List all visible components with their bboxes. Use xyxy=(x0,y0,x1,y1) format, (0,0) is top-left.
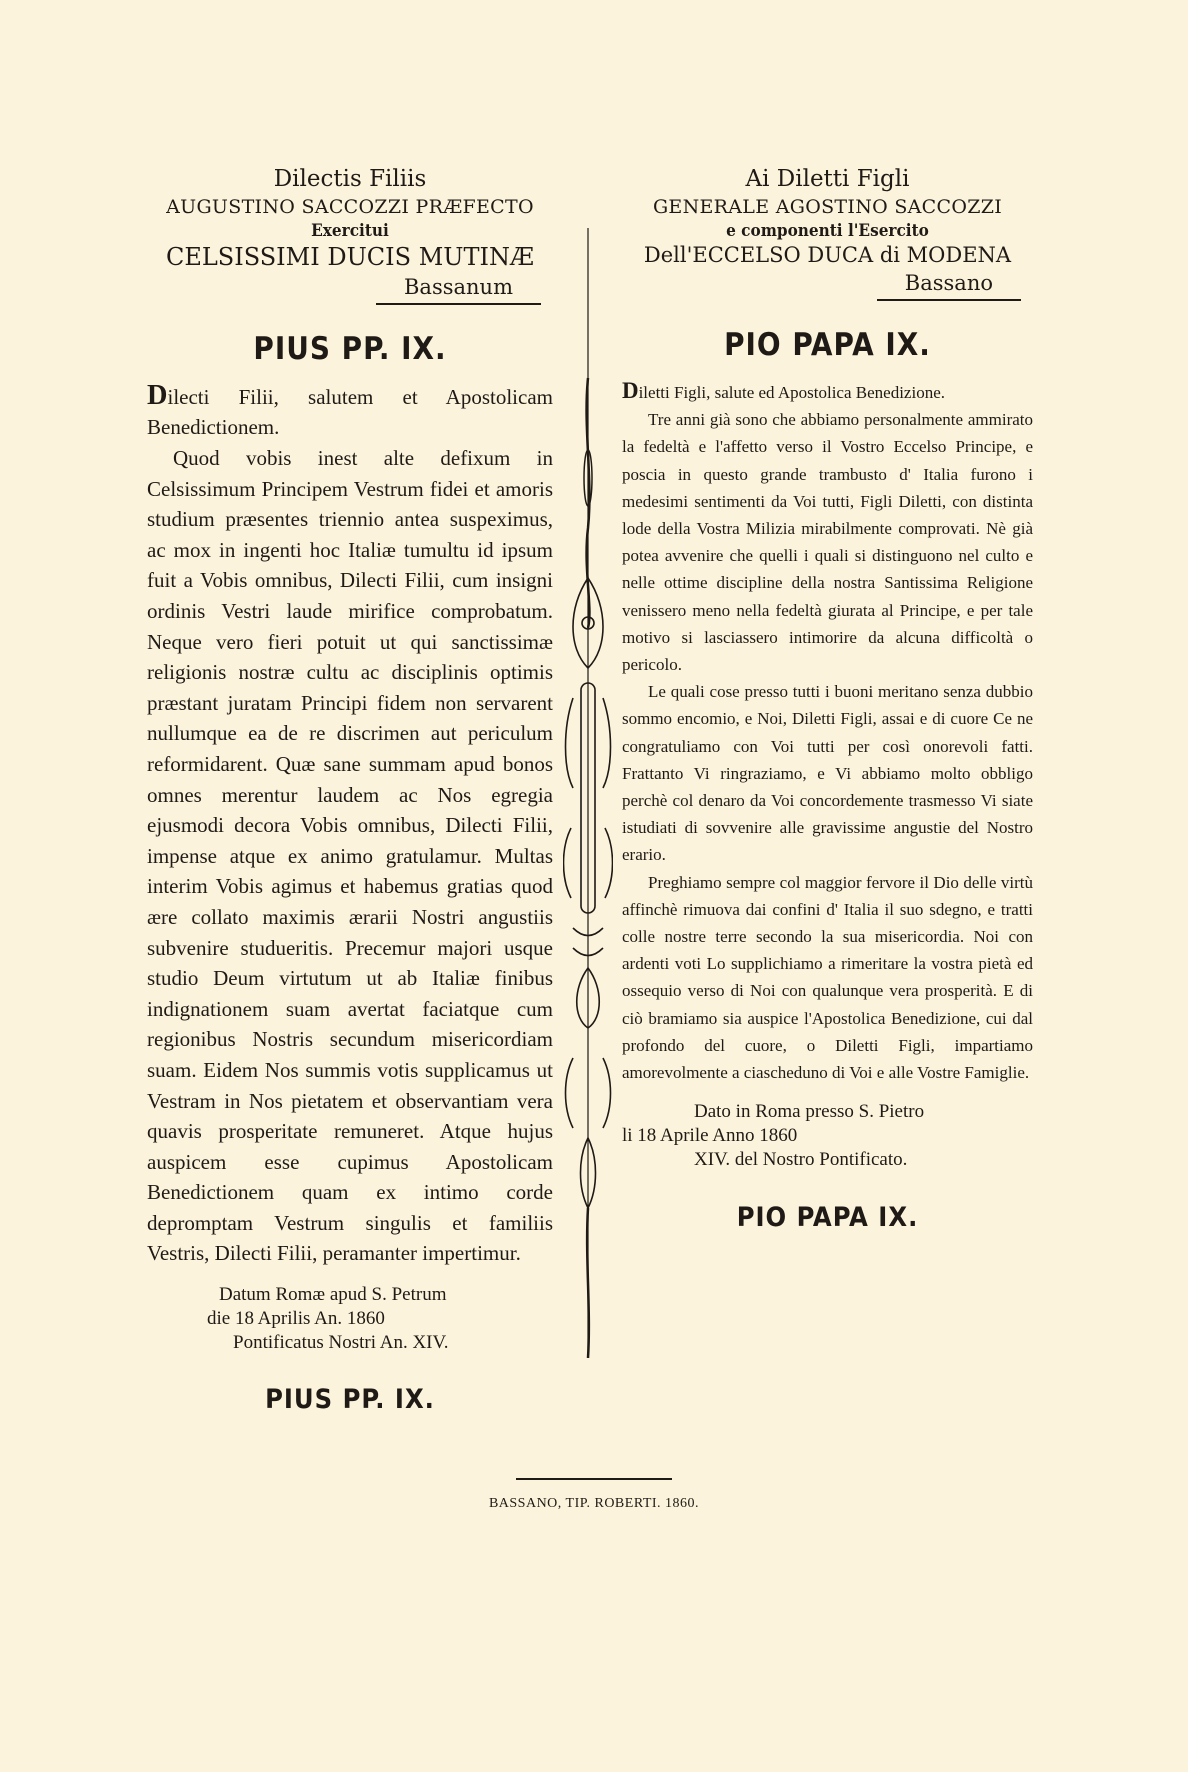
italian-signature: PIO PAPA IX. xyxy=(736,1201,919,1233)
italian-date-line3: XIV. del Nostro Pontificato. xyxy=(694,1148,908,1170)
printer-imprint: BASSANO, TIP. ROBERTI. 1860. xyxy=(488,1496,700,1511)
italian-date xyxy=(622,1100,1033,1171)
latin-address-line2: AUGUSTINO SACCOZZI PRÆFECTO xyxy=(166,195,534,218)
footer-rule xyxy=(516,1478,672,1480)
italian-address-line2: GENERALE AGOSTINO SACCOZZI xyxy=(652,195,1003,218)
latin-address-line3: Exercitui xyxy=(311,220,389,241)
latin-address xyxy=(147,165,553,273)
italian-drop-cap: D xyxy=(622,377,639,403)
italian-body xyxy=(622,377,1033,1086)
latin-date-line1: Datum Romæ apud S. Petrum xyxy=(219,1284,447,1306)
latin-address-line4: CELSISSIMI DUCIS MUTINÆ xyxy=(165,242,535,271)
latin-drop-cap: D xyxy=(147,379,168,411)
latin-date xyxy=(147,1283,553,1354)
latin-body xyxy=(147,381,553,1269)
latin-date-line2: die 18 Aprilis An. 1860 xyxy=(207,1307,385,1329)
latin-paragraph: Quod vobis inest alte defixum in Celsissimum Principem Vestrum fidei et amoris studium præsentes triennio antea suspeximus, ac mox in ingenti hoc Italiæ tumultu id ipsum fuit a Vobis omnibus, Dilecti Filii, cum insigni ordinis Vestri laude mirifice comprobatum. Neque vero fieri potuit ut qui sanctissimæ religionis nostræ cultu ac disciplinis optimis præstant juratam Principi fidem non servarent nullumque ea de re discrimen aut periculum reformidarent. Quæ sane summam apud bonos omnes merentur laudem ac Nos egregia ejusmodi decora Vobis omnibus, Dilecti Filii, impense atque ex animo gratulamur. Multas interim Vobis agimus et habemus gratias quod ære collato maximis ærarii Nostri angustiis subvenire studueritis. Precemur majori usque studio Deum virtutum ut ab Italiæ finibus indignationem suam avertat faciatque cum regionibus Nostris secundum misericordiam suam. Eidem Nos summis votis supplicamus ut Vestram in Nos pietatem et observantiam vera quavis prosperitate remuneret. Atque hujus auspicem esse cupimus Apostolicam Benedictionem quam ex intimo corde depromptam Vestrum singulis et familiis Vestris, Dilecti Filii, peramanter impertimur. xyxy=(147,446,553,1266)
italian-paragraph: Tre anni già sono che abbiamo personalmente ammirato la fedeltà e l'affetto verso il Vostro Eccelso Principe, e poscia in questo grande trambusto d' Italia furono i medesimi sentimenti da Voi tutti, Figli Diletti, con distinta lode della Vostra Milizia mirabilmente comprovati. Nè già potea avvenire che quelli i quali si distinguono nel culto e nelle ottime discipline della nostra Santissima Religione venissero meno nella fedeltà giurata al Principe, e per tale motivo si lasciassero intimorire da alcuna difficoltà o pericolo. xyxy=(622,410,1033,674)
latin-signature: PIUS PP. IX. xyxy=(265,1384,435,1416)
italian-address-line4: Dell'ECCELSO DUCA di MODENA xyxy=(643,242,1012,267)
italian-pope-title: PIO PAPA IX. xyxy=(724,326,931,363)
latin-place: Bassanum xyxy=(376,275,541,305)
ornamental-divider-icon xyxy=(563,228,613,1358)
italian-paragraph: Le quali cose presso tutti i buoni meritano senza dubbio sommo encomio, e Noi, Diletti Figli, assai e di cuore Ce ne congratuliamo con Voi tutti per così onorevoli fatti. Frattanto Vi ringraziamo, e Vi abbiamo molto obbligo perchè col denaro da Voi concordemente trasmesso Vi siate istudiati di sovvenire alle gravissime angustie del Nostro erario. xyxy=(622,682,1033,865)
italian-date-line1: Dato in Roma presso S. Pietro xyxy=(694,1101,925,1123)
italian-place: Bassano xyxy=(877,271,1021,301)
italian-paragraph: Diletti Figli, salute ed Apostolica Benedizione. xyxy=(622,377,945,403)
latin-paragraph: Dilecti Filii, salutem et Apostolicam Benedictionem. xyxy=(147,379,553,440)
latin-address-line1: Dilectis Filiis xyxy=(273,166,427,192)
latin-date-line3: Pontificatus Nostri An. XIV. xyxy=(233,1331,449,1353)
italian-date-line2: li 18 Aprile Anno 1860 xyxy=(622,1125,798,1146)
italian-address-line3: e componenti l'Esercito xyxy=(726,220,929,241)
latin-column xyxy=(147,165,553,1415)
italian-column xyxy=(622,165,1033,1233)
italian-address-line1: Ai Diletti Figli xyxy=(745,166,910,192)
italian-paragraph: Preghiamo sempre col maggior fervore il Dio delle virtù affinchè rimuova dai confini d' Italia il suo sdegno, e tratti colle nostre terre secondo la sua misericordia. Noi con ardenti voti Lo supplichiamo a rimeritare la vostra pietà ed ossequio verso di Noi con qualunque vera prosperità. E di ciò bramiamo sia auspice l'Apostolica Benedizione, cui dal profondo del cuore, o Diletti Figli, impartiamo amorevolmente a ciascheduno di Voi e alle Vostre Famiglie. xyxy=(622,872,1033,1083)
italian-address xyxy=(622,165,1033,269)
latin-pope-title: PIUS PP. IX. xyxy=(253,330,447,367)
